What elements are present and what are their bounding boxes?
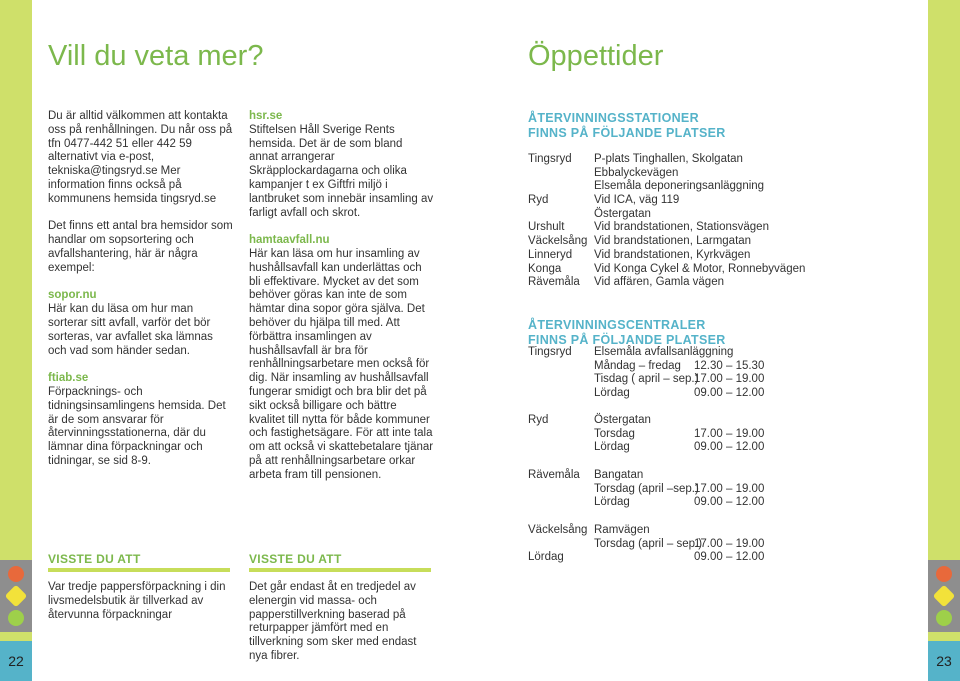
center-hours: 09.00 – 12.00 <box>694 441 765 454</box>
center-place: Ryd <box>528 414 549 426</box>
fact-box-1-title: VISSTE DU ATT <box>48 552 141 566</box>
fact-box-1-divider <box>48 568 230 572</box>
center-hours: 09.00 – 12.00 <box>694 387 765 400</box>
center-detail: Bangatan <box>594 469 644 481</box>
centers-title <box>528 318 726 347</box>
station-place: Rävemåla <box>528 276 580 289</box>
station-location: Elsemåla deponeringsanläggning <box>594 180 765 193</box>
centers-title-line-2: FINNS PÅ FÖLJANDE PLATSER <box>528 332 726 347</box>
sopor-link[interactable]: sopor.nu <box>48 289 97 302</box>
station-location: Vid ICA, väg 119 <box>594 194 680 207</box>
station-location: Vid Konga Cykel & Motor, Ronnebyvägen <box>594 262 806 275</box>
right-page-title: Öppettider <box>528 40 664 72</box>
center-place: Rävemåla <box>528 469 580 481</box>
station-location: Vid brandstationen, Stationsvägen <box>594 221 769 234</box>
center-detail: Lördag <box>594 387 630 400</box>
hamtaavfall-description: Här kan läsa om hur insamling av hushållsavfall kan underlättas och bli effektivare. Mycket av det som behöver göras kan inte de som hämtar dina sopor göra själva. Det behöver du hjälpa till med. Att förbättra insamlingen av hushållsavfall är bra för renhållningsarbetare men också för dig. När insamling av hushållsavfall fungerar smidigt och bra blir det på sikt också billigare och bättre kvalitet till nytta för både kommuner och fastighetsägare. För att inte tala om att också vi skattebetalare tjänar på att renhållningsarbetare orkar arbeta fram till pensionen. <box>249 247 434 481</box>
station-place: Väckelsång <box>528 235 588 248</box>
ftiab-description: Förpacknings- och tidningsinsamlingens hemsida. Det är de som ansvarar för återvinningsstationerna, där du lämnar dina förpackningar och tidningar, se sid 8-9. <box>48 385 226 467</box>
center-hours: 17.00 – 19.00 <box>694 373 765 386</box>
center-detail: Torsdag (april –sep.) <box>594 482 699 495</box>
center-hours: 09.00 – 12.00 <box>694 496 765 509</box>
hsr-link[interactable]: hsr.se <box>249 110 283 122</box>
station-place: Urshult <box>528 221 565 234</box>
station-place: Linneryd <box>528 248 573 261</box>
station-location: Östergatan <box>594 207 651 220</box>
contact-column <box>48 110 233 483</box>
star-icon <box>933 585 956 608</box>
left-page-title: Vill du veta mer? <box>48 40 264 72</box>
station-location: Vid brandstationen, Larmgatan <box>594 235 752 248</box>
hamtaavfall-link[interactable]: hamtaavfall.nu <box>249 234 330 247</box>
star-icon <box>5 585 28 608</box>
stations-title-line-1: ÅTERVINNINGSSTATIONER <box>528 111 699 125</box>
centers-title-line-1: ÅTERVINNINGSCENTRALER <box>528 318 706 332</box>
sun-icon <box>8 566 24 582</box>
center-detail: Tisdag ( april – sep.) <box>594 373 699 386</box>
center-detail: Måndag – fredag <box>594 359 681 372</box>
websites-column <box>249 110 434 496</box>
hsr-description: Stiftelsen Håll Sverige Rents hemsida. Det är de som bland annat arrangerar Skräpplockardagarna och olika kampanjer t ex Giftfri miljö i lantbruket som innebär insamling av farligt avfall och skrot. <box>249 123 434 219</box>
page-number-right: 23 <box>928 641 960 681</box>
center-detail: Östergatan <box>594 414 651 426</box>
center-detail: Lördag <box>594 496 630 509</box>
station-place: Konga <box>528 262 562 275</box>
station-place: Ryd <box>528 194 549 207</box>
fact-box-2-text: Det går endast åt en tredjedel av elenergin vid massa- och papperstillverkning baserad på returpapper jämfört med en tillverkning som sker med endast nya fibrer. <box>249 581 417 662</box>
leaf-icon <box>8 610 24 626</box>
ftiab-link[interactable]: ftiab.se <box>48 372 89 385</box>
websites-intro: Det finns ett antal bra hemsidor som handlar om sopsortering och avfallshantering, här är några exempel: <box>48 220 233 274</box>
station-location: P-plats Tinghallen, Skolgatan <box>594 153 743 165</box>
center-detail: Ramvägen <box>594 524 650 536</box>
leaf-icon <box>936 610 952 626</box>
center-place: Väckelsång <box>528 524 588 536</box>
center-hours: 17.00 – 19.00 <box>694 537 765 550</box>
station-location: Vid brandstationen, Kyrkvägen <box>594 248 751 261</box>
sopor-description: Här kan du läsa om hur man sorterar sitt avfall, varför det bör sorteras, var avfallet ska lämnas och vad som händer sedan. <box>48 303 213 357</box>
center-hours: 09.00 – 12.00 <box>694 551 765 563</box>
center-detail: Torsdag (april – sep.) <box>594 537 703 550</box>
right-decor-block <box>928 560 960 632</box>
center-hours: 17.00 – 19.00 <box>694 482 765 495</box>
stations-title <box>528 111 726 140</box>
center-detail: Lördag <box>594 441 630 454</box>
left-decor-block <box>0 560 32 632</box>
center-detail: Elsemåla avfallsanläggning <box>594 346 734 358</box>
station-location: Vid affären, Gamla vägen <box>594 276 724 289</box>
center-day: Lördag <box>528 551 564 563</box>
center-hours: 12.30 – 15.30 <box>694 359 765 372</box>
station-location: Ebbalyckevägen <box>594 166 679 179</box>
center-detail: Torsdag <box>594 427 635 440</box>
page-number-left: 22 <box>0 641 32 681</box>
sun-icon <box>936 566 952 582</box>
station-place: Tingsryd <box>528 153 572 165</box>
fact-box-1-text: Var tredje pappersförpackning i din livsmedelsbutik är tillverkad av återvunna förpackningar <box>48 581 226 621</box>
stations-title-line-2: FINNS PÅ FÖLJANDE PLATSER <box>528 125 726 140</box>
center-hours: 17.00 – 19.00 <box>694 427 765 440</box>
contact-intro: Du är alltid välkommen att kontakta oss på renhållningen. Du når oss på tfn 0477-442 51 eller 442 59 alternativt via e-post, tekniska@tingsryd.se Mer information finns också på kommunens hemsida tingsryd.se <box>48 110 233 205</box>
fact-box-2-title: VISSTE DU ATT <box>249 552 342 566</box>
fact-box-2-divider <box>249 568 431 572</box>
center-place: Tingsryd <box>528 346 572 358</box>
